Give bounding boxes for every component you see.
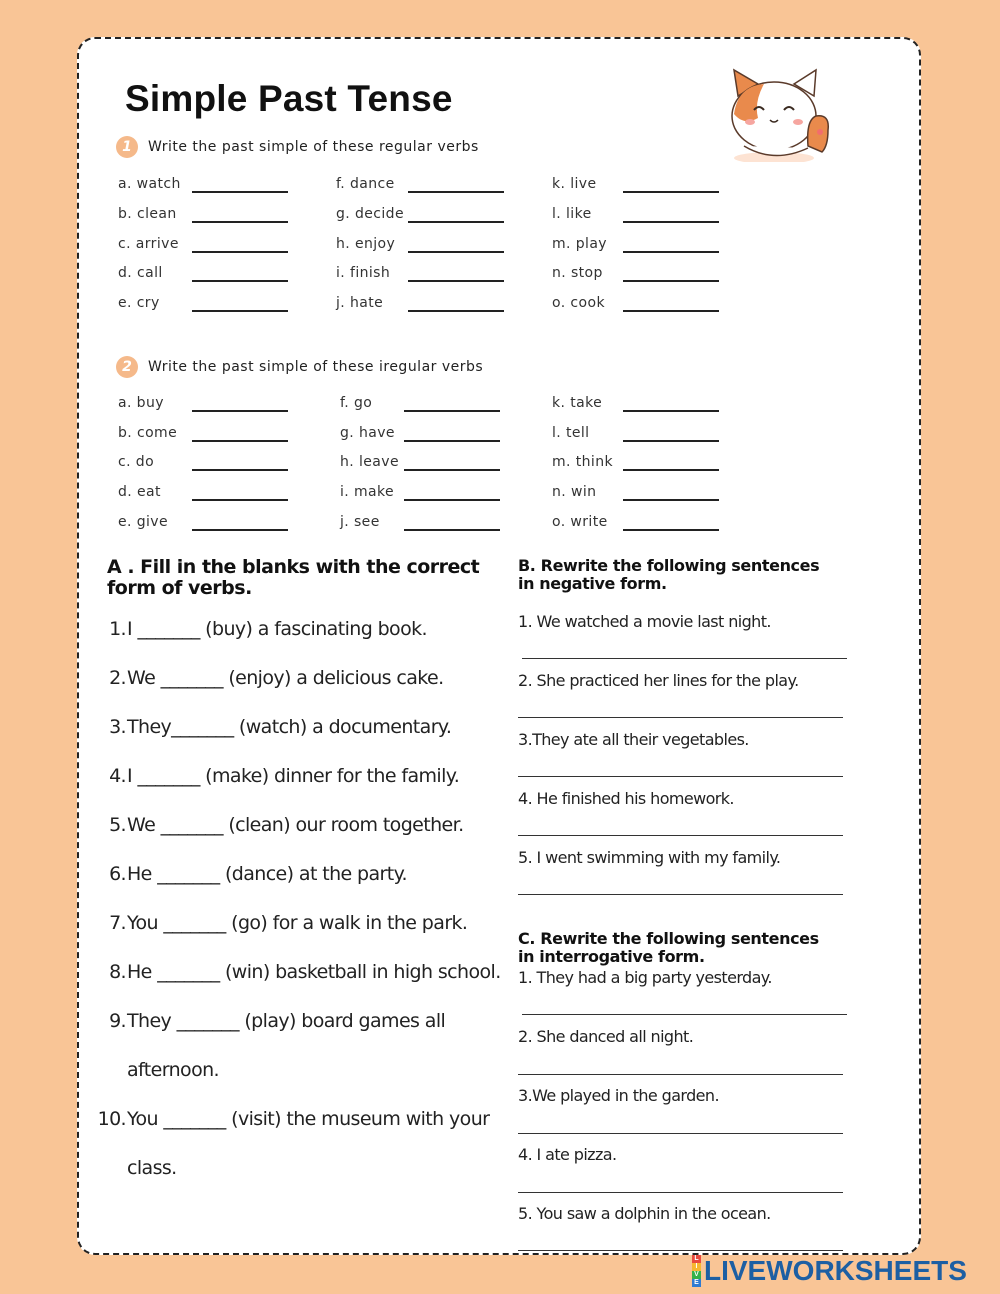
answer-line[interactable]: [192, 221, 288, 223]
negative-sentence: 2. She practiced her lines for the play.: [518, 671, 799, 690]
verb-label: g. have: [340, 425, 395, 441]
fill-blank-sentence[interactable]: He _______ (dance) at the party.: [127, 863, 407, 885]
answer-line[interactable]: [623, 529, 719, 531]
verb-label: j. hate: [336, 295, 384, 311]
answer-line[interactable]: [623, 469, 719, 471]
answer-line[interactable]: [404, 410, 500, 412]
item-number: 7.: [109, 912, 126, 934]
section-2-number-badge: 2: [116, 356, 138, 378]
cat-waving-illustration: [724, 66, 840, 162]
answer-line[interactable]: [192, 310, 288, 312]
section-2-heading: [116, 356, 483, 378]
verb-label: j. see: [340, 514, 380, 530]
answer-line[interactable]: [623, 440, 719, 442]
fill-blank-sentence[interactable]: We _______ (enjoy) a delicious cake.: [127, 667, 444, 689]
verb-label: m. play: [552, 236, 607, 252]
answer-line[interactable]: [408, 191, 504, 193]
verb-label: f. dance: [336, 176, 395, 192]
live-letter: I: [692, 1263, 701, 1271]
verb-label: c. do: [118, 454, 155, 470]
verb-label: i. finish: [336, 265, 391, 281]
answer-line[interactable]: [408, 280, 504, 282]
part-b-heading: B. Rewrite the following sentences in negative form.: [518, 556, 820, 593]
answer-line[interactable]: [192, 440, 288, 442]
answer-line[interactable]: [404, 440, 500, 442]
verb-label: e. give: [118, 514, 168, 530]
section-2-heading-text: Write the past simple of these iregular verbs: [148, 359, 484, 375]
answer-line[interactable]: [623, 191, 719, 193]
verb-label: a. watch: [118, 176, 181, 192]
live-letter: E: [692, 1279, 701, 1287]
verb-label: b. clean: [118, 206, 177, 222]
interrogative-sentence: 1. They had a big party yesterday.: [518, 968, 772, 987]
answer-line[interactable]: [408, 310, 504, 312]
verb-label: k. live: [552, 176, 597, 192]
fill-blank-sentence[interactable]: They _______ (play) board games all: [127, 1010, 446, 1032]
verb-label: f. go: [340, 395, 373, 411]
fill-blank-sentence[interactable]: He _______ (win) basketball in high school.: [127, 961, 501, 983]
answer-line[interactable]: [522, 658, 847, 659]
fill-blank-sentence[interactable]: They_______ (watch) a documentary.: [127, 716, 452, 738]
item-number: 9.: [109, 1010, 126, 1032]
answer-line[interactable]: [623, 499, 719, 501]
answer-line[interactable]: [192, 280, 288, 282]
answer-line[interactable]: [623, 251, 719, 253]
verb-label: l. like: [552, 206, 592, 222]
item-number: 3.: [109, 716, 126, 738]
verb-label: m. think: [552, 454, 613, 470]
fill-blank-sentence-continuation: afternoon.: [127, 1059, 219, 1081]
answer-line[interactable]: [623, 310, 719, 312]
answer-line[interactable]: [404, 469, 500, 471]
part-a-heading: A . Fill in the blanks with the correct form of verbs.: [107, 556, 480, 599]
answer-line[interactable]: [518, 1192, 843, 1193]
answer-line[interactable]: [518, 776, 843, 777]
answer-line[interactable]: [623, 280, 719, 282]
answer-line[interactable]: [192, 251, 288, 253]
verb-label: b. come: [118, 425, 178, 441]
verb-label: n. win: [552, 484, 597, 500]
section-1-heading: [116, 136, 479, 158]
item-number: 1.: [109, 618, 126, 640]
section-1-heading-text: Write the past simple of these regular verbs: [148, 139, 479, 155]
negative-sentence: 4. He finished his homework.: [518, 789, 734, 808]
verb-label: i. make: [340, 484, 395, 500]
item-number: 2.: [109, 667, 126, 689]
verb-label: a. buy: [118, 395, 164, 411]
answer-line[interactable]: [192, 499, 288, 501]
verb-label: e. cry: [118, 295, 160, 311]
verb-label: o. cook: [552, 295, 605, 311]
fill-blank-sentence[interactable]: I _______ (make) dinner for the family.: [127, 765, 460, 787]
verb-label: g. decide: [336, 206, 404, 222]
answer-line[interactable]: [404, 529, 500, 531]
fill-blank-sentence-continuation: class.: [127, 1157, 177, 1179]
answer-line[interactable]: [518, 894, 843, 895]
verb-label: h. leave: [340, 454, 399, 470]
negative-sentence: 3.They ate all their vegetables.: [518, 730, 749, 749]
answer-line[interactable]: [408, 221, 504, 223]
answer-line[interactable]: [518, 1250, 843, 1251]
item-number: 5.: [109, 814, 126, 836]
answer-line[interactable]: [623, 221, 719, 223]
item-number: 4.: [109, 765, 126, 787]
page-title: Simple Past Tense: [125, 78, 453, 119]
verb-label: o. write: [552, 514, 608, 530]
item-number: 10.: [97, 1108, 126, 1130]
verb-label: n. stop: [552, 265, 603, 281]
live-letter: V: [692, 1271, 701, 1279]
answer-line[interactable]: [522, 1014, 847, 1015]
verb-label: d. eat: [118, 484, 161, 500]
answer-line[interactable]: [623, 410, 719, 412]
item-number: 6.: [109, 863, 126, 885]
answer-line[interactable]: [192, 410, 288, 412]
negative-sentence: 5. I went swimming with my family.: [518, 848, 781, 867]
brand-name: LIVEWORKSHEETS: [704, 1255, 967, 1286]
verb-label: d. call: [118, 265, 163, 281]
verb-label: c. arrive: [118, 236, 179, 252]
answer-line[interactable]: [518, 717, 843, 718]
answer-line[interactable]: [192, 529, 288, 531]
answer-line[interactable]: [518, 1133, 843, 1134]
interrogative-sentence: 2. She danced all night.: [518, 1027, 694, 1046]
answer-line[interactable]: [408, 251, 504, 253]
part-c-heading: C. Rewrite the following sentences in interrogative form.: [518, 929, 819, 966]
fill-blank-sentence[interactable]: You _______ (visit) the museum with your: [127, 1108, 490, 1130]
answer-line[interactable]: [192, 469, 288, 471]
interrogative-sentence: 4. I ate pizza.: [518, 1145, 617, 1164]
verb-label: l. tell: [552, 425, 590, 441]
section-1-number-badge: 1: [116, 136, 138, 158]
answer-line[interactable]: [404, 499, 500, 501]
fill-blank-sentence[interactable]: We _______ (clean) our room together.: [127, 814, 464, 836]
item-number: 8.: [109, 961, 126, 983]
answer-line[interactable]: [518, 835, 843, 836]
liveworksheets-logo[interactable]: [692, 1255, 967, 1287]
negative-sentence: 1. We watched a movie last night.: [518, 612, 771, 631]
verb-label: k. take: [552, 395, 603, 411]
fill-blank-sentence[interactable]: I _______ (buy) a fascinating book.: [127, 618, 427, 640]
fill-blank-sentence[interactable]: You _______ (go) for a walk in the park.: [127, 912, 468, 934]
live-badge-icon: [692, 1255, 701, 1287]
interrogative-sentence: 3.We played in the garden.: [518, 1086, 719, 1105]
answer-line[interactable]: [192, 191, 288, 193]
answer-line[interactable]: [518, 1074, 843, 1075]
interrogative-sentence: 5. You saw a dolphin in the ocean.: [518, 1204, 771, 1223]
verb-label: h. enjoy: [336, 236, 396, 252]
live-letter: L: [692, 1255, 701, 1263]
